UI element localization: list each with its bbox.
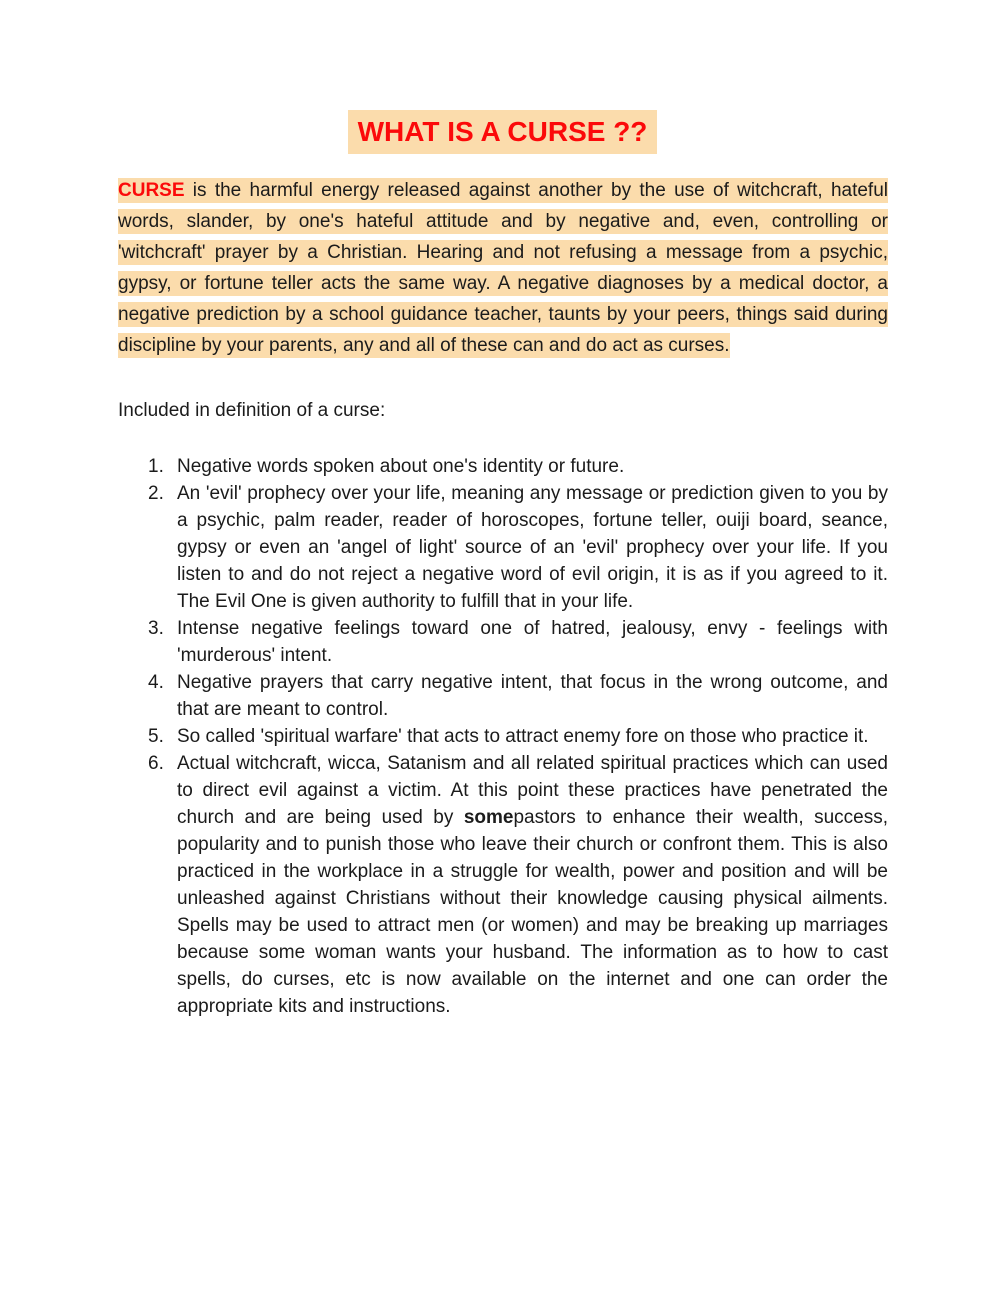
list-item [177,480,888,615]
curse-definition-list [118,453,888,1020]
list-item [177,615,888,669]
list-item [177,453,888,480]
text-segment: pastors to enhance their wealth, success, popularity and to punish those who leave their church or confront them. This is also practiced in the workplace in a struggle for wealth, power and position and will be unleashed against Christians without their knowledge causing physical ailments. Spells may be used to attract men (or women) and may be breaking up marriages because some woman wants your husband. The information as to how to cast spells, do curses, etc is now available on the internet and one can order the appropriate kits and instructions. [177,807,888,1017]
document-content [118,175,888,1020]
text-segment: is the harmful energy released against another by the use of witchcraft, hateful words, slander, by one's hateful attitude and by negative and, even, controlling or 'witchcraft' prayer by a Christian. Hearing and not refusing a message from a psychic, gypsy, or fortune teller acts the same way. A negative diagnoses by a medical doctor, a negative prediction by a school guidance teacher, taunts by your peers, things said during discipline by your parents, any and all of these can and do act as curses. [118,180,888,356]
text-segment: Intense negative feelings toward one of hatred, jealousy, envy - feelings with 'murderous' intent. [177,618,888,666]
list-item [177,723,888,750]
list-item [177,750,888,1020]
intro-paragraph [118,175,888,361]
definition-intro: Included in definition of a curse: [118,400,386,421]
text-segment: Actual witchcraft, wicca, Satanism and all related spiritual practices which can used to direct evil against a victim. At this point these practices have penetrated the church and are being used by [177,753,888,828]
page-title: WHAT IS A CURSE ?? [348,110,658,154]
list-item [177,669,888,723]
text-segment: Negative prayers that carry negative intent, that focus in the wrong outcome, and that are meant to control. [177,672,888,720]
text-segment: So called 'spiritual warfare' that acts to attract enemy fore on those who practice it. [177,726,869,747]
text-segment: CURSE [118,180,185,201]
text-segment: some [463,807,514,828]
title-row [0,0,1005,154]
text-segment: An 'evil' prophecy over your life, meaning any message or prediction given to you by a psychic, palm reader, reader of horoscopes, fortune teller, ouiji board, seance, gypsy or even an 'angel of light' source of an 'evil' prophecy over your life. If you listen to and do not reject a negative word of evil origin, it is as if you agreed to it. The Evil One is given authority to fulfill that in your life. [177,483,888,612]
text-segment: Negative words spoken about one's identity or future. [177,456,625,477]
